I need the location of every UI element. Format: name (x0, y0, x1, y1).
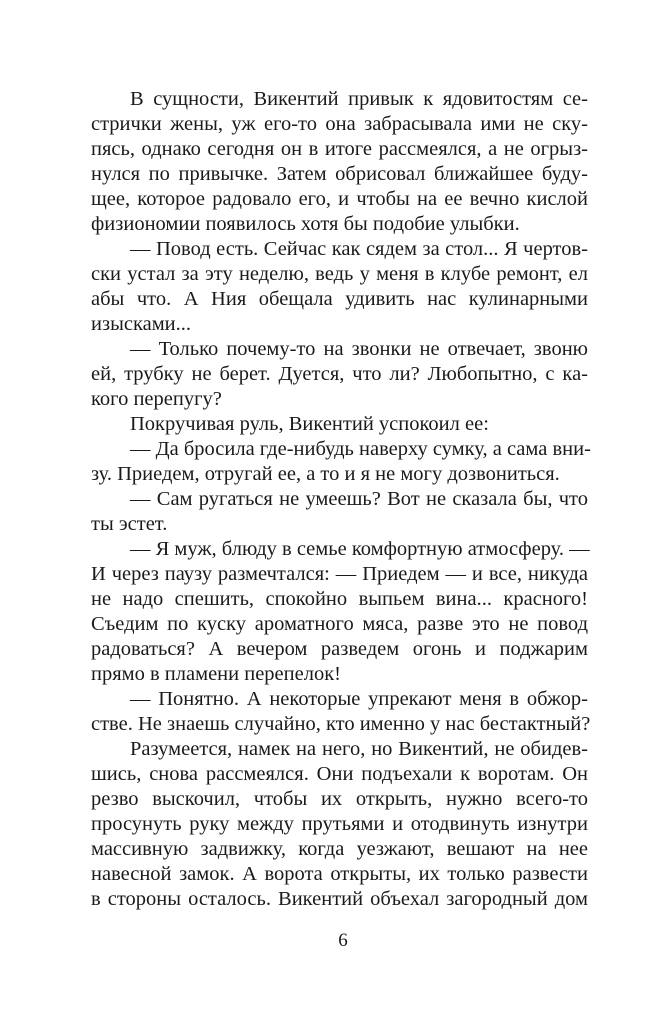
page-number: 6 (338, 930, 348, 951)
text-line: не надо спешить, спокойно выпьем вина... красного! (91, 588, 588, 610)
text-line: ей, трубку не берет. Дуется, что ли? Любопытно, с ка- (91, 363, 588, 385)
page-body-text (91, 87, 591, 912)
text-line: массивную задвижку, когда уезжают, вешают на нее (91, 838, 588, 860)
text-line: нулся по привычке. Затем обрисовал ближайшее буду- (91, 163, 588, 185)
text-line: — Сам ругаться не умеешь? Вот не сказала бы, что (130, 488, 588, 510)
text-line: стве. Не знаешь случайно, кто именно у нас бестактный? (91, 713, 591, 735)
text-line: — Только почему-то на звонки не отвечает, звоню (130, 338, 588, 360)
text-line: ски устал за эту неделю, ведь у меня в клубе ремонт, ел (91, 263, 588, 285)
text-line: радоваться? А вечером разведем огонь и поджарим (91, 638, 588, 660)
text-line: стрички жены, уж его-то она забрасывала ими не ску- (91, 113, 588, 135)
text-line: просунуть руку между прутьями и отодвинуть изнутри (91, 813, 588, 835)
text-line: в стороны осталось. Викентий объехал загородный дом (91, 888, 588, 910)
text-line: кого перепугу? (91, 388, 222, 410)
text-line: навесной замок. А ворота открыты, их только развести (91, 863, 588, 885)
text-line: резво выскочил, чтобы их открыть, нужно всего-то (91, 788, 588, 810)
text-line: — Понятно. А некоторые упрекают меня в обжор- (130, 688, 588, 710)
text-line: В сущности, Викентий привык к ядовитостям се- (130, 88, 588, 110)
text-line: шись, снова рассмеялся. Они подъехали к воротам. Он (91, 763, 588, 785)
text-line: пясь, однако сегодня он в итоге рассмеялся, а не огрыз- (91, 138, 588, 160)
text-line: зу. Приедем, отругай ее, а то и я не могу дозвониться. (91, 463, 560, 485)
text-line: абы что. А Ния обещала удивить нас кулинарными (91, 288, 588, 310)
text-line: щее, которое радовало его, и чтобы на ее вечно кислой (91, 188, 588, 210)
text-line: — Повод есть. Сейчас как сядем за стол... Я чертов- (130, 238, 588, 260)
text-line: прямо в пламени перепелок! (91, 663, 341, 685)
text-line: Разумеется, намек на него, но Викентий, не обидев- (130, 738, 588, 760)
text-line: Покручивая руль, Викентий успокоил ее: (130, 413, 489, 435)
text-line: изысками... (91, 313, 192, 335)
text-line: — Я муж, блюду в семье комфортную атмосферу. — (130, 538, 590, 560)
text-line: Съедим по куску ароматного мяса, разве это не повод (91, 613, 588, 635)
text-line: физиономии появилось хотя бы подобие улыбки. (91, 213, 520, 235)
text-line: И через паузу размечтался: — Приедем — и все, никуда (91, 563, 588, 585)
text-line: — Да бросила где-нибудь наверху сумку, а сама вни- (130, 438, 591, 460)
text-line: ты эстет. (91, 513, 168, 535)
